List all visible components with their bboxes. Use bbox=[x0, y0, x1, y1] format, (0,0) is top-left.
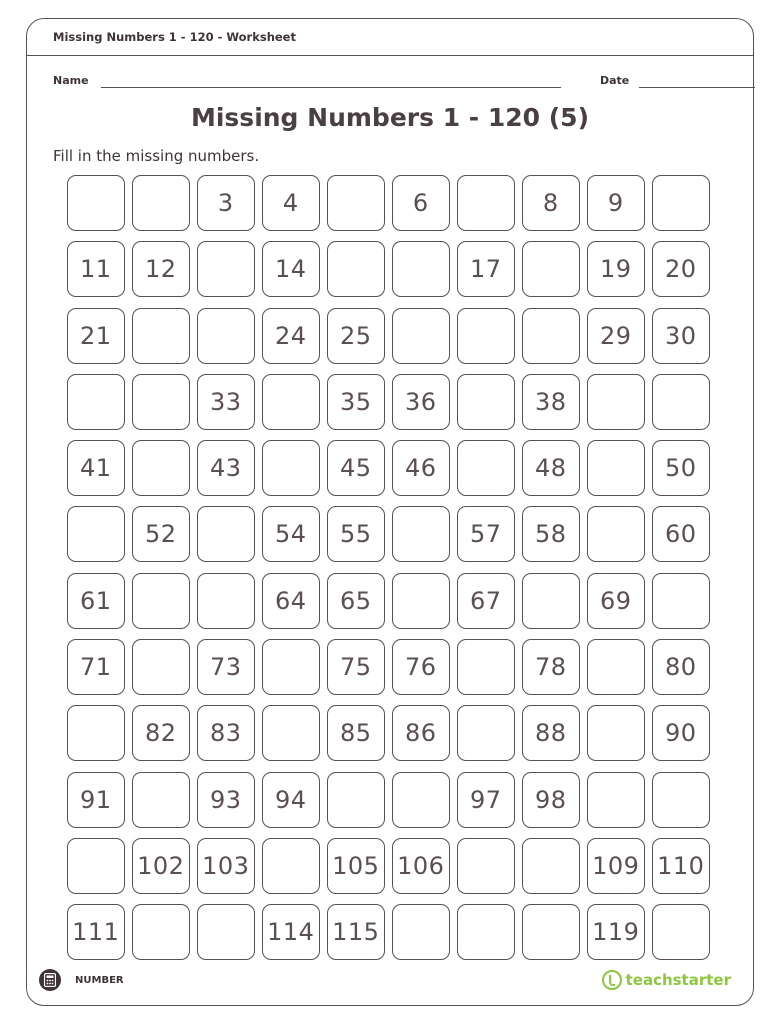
number-box: 30 bbox=[652, 308, 710, 364]
empty-number-box[interactable] bbox=[132, 904, 190, 960]
worksheet-page bbox=[26, 18, 754, 1006]
number-grid bbox=[67, 175, 715, 967]
number-box: 111 bbox=[67, 904, 125, 960]
number-box: 60 bbox=[652, 506, 710, 562]
empty-number-box[interactable] bbox=[522, 838, 580, 894]
footer-category: NUMBER bbox=[75, 975, 124, 986]
number-box: 97 bbox=[457, 772, 515, 828]
empty-number-box[interactable] bbox=[457, 705, 515, 761]
number-box: 50 bbox=[652, 440, 710, 496]
number-box: 20 bbox=[652, 241, 710, 297]
number-box: 12 bbox=[132, 241, 190, 297]
empty-number-box[interactable] bbox=[457, 440, 515, 496]
number-box: 3 bbox=[197, 175, 255, 231]
number-box: 98 bbox=[522, 772, 580, 828]
empty-number-box[interactable] bbox=[197, 308, 255, 364]
empty-number-box[interactable] bbox=[522, 573, 580, 629]
empty-number-box[interactable] bbox=[457, 175, 515, 231]
instructions: Fill in the missing numbers. bbox=[53, 147, 260, 165]
number-box: 21 bbox=[67, 308, 125, 364]
empty-number-box[interactable] bbox=[522, 904, 580, 960]
brand-logo bbox=[602, 970, 731, 990]
empty-number-box[interactable] bbox=[262, 705, 320, 761]
number-box: 33 bbox=[197, 374, 255, 430]
number-box: 35 bbox=[327, 374, 385, 430]
empty-number-box[interactable] bbox=[587, 440, 645, 496]
empty-number-box[interactable] bbox=[132, 440, 190, 496]
number-box: 9 bbox=[587, 175, 645, 231]
empty-number-box[interactable] bbox=[197, 241, 255, 297]
empty-number-box[interactable] bbox=[262, 838, 320, 894]
number-box: 82 bbox=[132, 705, 190, 761]
number-box: 80 bbox=[652, 639, 710, 695]
number-box: 76 bbox=[392, 639, 450, 695]
empty-number-box[interactable] bbox=[457, 639, 515, 695]
number-box: 64 bbox=[262, 573, 320, 629]
empty-number-box[interactable] bbox=[262, 639, 320, 695]
empty-number-box[interactable] bbox=[327, 175, 385, 231]
number-box: 41 bbox=[67, 440, 125, 496]
number-box: 48 bbox=[522, 440, 580, 496]
date-line[interactable] bbox=[639, 87, 755, 88]
number-box: 93 bbox=[197, 772, 255, 828]
number-box: 67 bbox=[457, 573, 515, 629]
empty-number-box[interactable] bbox=[652, 374, 710, 430]
number-box: 86 bbox=[392, 705, 450, 761]
number-box: 29 bbox=[587, 308, 645, 364]
empty-number-box[interactable] bbox=[457, 308, 515, 364]
name-date-row bbox=[53, 74, 731, 94]
footer bbox=[27, 965, 753, 1005]
header-strip bbox=[27, 19, 753, 56]
number-box: 11 bbox=[67, 241, 125, 297]
empty-number-box[interactable] bbox=[587, 506, 645, 562]
date-label: Date bbox=[600, 74, 630, 87]
number-box: 25 bbox=[327, 308, 385, 364]
number-box: 46 bbox=[392, 440, 450, 496]
number-box: 115 bbox=[327, 904, 385, 960]
empty-number-box[interactable] bbox=[197, 506, 255, 562]
empty-number-box[interactable] bbox=[587, 705, 645, 761]
empty-number-box[interactable] bbox=[522, 241, 580, 297]
number-box: 19 bbox=[587, 241, 645, 297]
empty-number-box[interactable] bbox=[197, 573, 255, 629]
empty-number-box[interactable] bbox=[522, 308, 580, 364]
number-box: 36 bbox=[392, 374, 450, 430]
number-box: 17 bbox=[457, 241, 515, 297]
number-box: 83 bbox=[197, 705, 255, 761]
empty-number-box[interactable] bbox=[67, 705, 125, 761]
empty-number-box[interactable] bbox=[392, 772, 450, 828]
number-box: 91 bbox=[67, 772, 125, 828]
empty-number-box[interactable] bbox=[457, 374, 515, 430]
empty-number-box[interactable] bbox=[587, 639, 645, 695]
number-box: 78 bbox=[522, 639, 580, 695]
empty-number-box[interactable] bbox=[132, 308, 190, 364]
empty-number-box[interactable] bbox=[132, 573, 190, 629]
number-box: 6 bbox=[392, 175, 450, 231]
number-box: 105 bbox=[327, 838, 385, 894]
number-box: 114 bbox=[262, 904, 320, 960]
empty-number-box[interactable] bbox=[587, 772, 645, 828]
empty-number-box[interactable] bbox=[652, 904, 710, 960]
calculator-icon bbox=[39, 969, 61, 991]
header-title: Missing Numbers 1 - 120 - Worksheet bbox=[53, 30, 296, 44]
empty-number-box[interactable] bbox=[67, 175, 125, 231]
number-box: 106 bbox=[392, 838, 450, 894]
brand-name: teachstarter bbox=[625, 971, 731, 989]
number-box: 75 bbox=[327, 639, 385, 695]
empty-number-box[interactable] bbox=[652, 175, 710, 231]
number-box: 58 bbox=[522, 506, 580, 562]
number-box: 8 bbox=[522, 175, 580, 231]
number-box: 85 bbox=[327, 705, 385, 761]
number-box: 71 bbox=[67, 639, 125, 695]
number-box: 38 bbox=[522, 374, 580, 430]
number-box: 55 bbox=[327, 506, 385, 562]
number-box: 61 bbox=[67, 573, 125, 629]
empty-number-box[interactable] bbox=[67, 374, 125, 430]
number-box: 4 bbox=[262, 175, 320, 231]
empty-number-box[interactable] bbox=[132, 772, 190, 828]
empty-number-box[interactable] bbox=[392, 506, 450, 562]
empty-number-box[interactable] bbox=[132, 374, 190, 430]
empty-number-box[interactable] bbox=[262, 440, 320, 496]
empty-number-box[interactable] bbox=[392, 308, 450, 364]
number-box: 43 bbox=[197, 440, 255, 496]
empty-number-box[interactable] bbox=[327, 772, 385, 828]
number-box: 57 bbox=[457, 506, 515, 562]
number-box: 103 bbox=[197, 838, 255, 894]
number-box: 94 bbox=[262, 772, 320, 828]
empty-number-box[interactable] bbox=[67, 838, 125, 894]
empty-number-box[interactable] bbox=[392, 573, 450, 629]
number-box: 45 bbox=[327, 440, 385, 496]
teachstarter-logo-icon bbox=[602, 970, 622, 990]
empty-number-box[interactable] bbox=[262, 374, 320, 430]
empty-number-box[interactable] bbox=[197, 904, 255, 960]
number-box: 52 bbox=[132, 506, 190, 562]
number-box: 109 bbox=[587, 838, 645, 894]
empty-number-box[interactable] bbox=[67, 506, 125, 562]
empty-number-box[interactable] bbox=[652, 573, 710, 629]
number-box: 119 bbox=[587, 904, 645, 960]
number-box: 110 bbox=[652, 838, 710, 894]
empty-number-box[interactable] bbox=[457, 838, 515, 894]
empty-number-box[interactable] bbox=[457, 904, 515, 960]
number-box: 65 bbox=[327, 573, 385, 629]
number-box: 69 bbox=[587, 573, 645, 629]
number-box: 54 bbox=[262, 506, 320, 562]
number-box: 90 bbox=[652, 705, 710, 761]
empty-number-box[interactable] bbox=[652, 772, 710, 828]
name-label: Name bbox=[53, 74, 89, 87]
name-line[interactable] bbox=[101, 87, 561, 88]
empty-number-box[interactable] bbox=[132, 639, 190, 695]
number-box: 14 bbox=[262, 241, 320, 297]
worksheet-title: Missing Numbers 1 - 120 (5) bbox=[190, 103, 590, 132]
empty-number-box[interactable] bbox=[327, 241, 385, 297]
empty-number-box[interactable] bbox=[392, 241, 450, 297]
number-box: 24 bbox=[262, 308, 320, 364]
number-box: 88 bbox=[522, 705, 580, 761]
empty-number-box[interactable] bbox=[392, 904, 450, 960]
empty-number-box[interactable] bbox=[132, 175, 190, 231]
number-box: 73 bbox=[197, 639, 255, 695]
empty-number-box[interactable] bbox=[587, 374, 645, 430]
number-box: 102 bbox=[132, 838, 190, 894]
